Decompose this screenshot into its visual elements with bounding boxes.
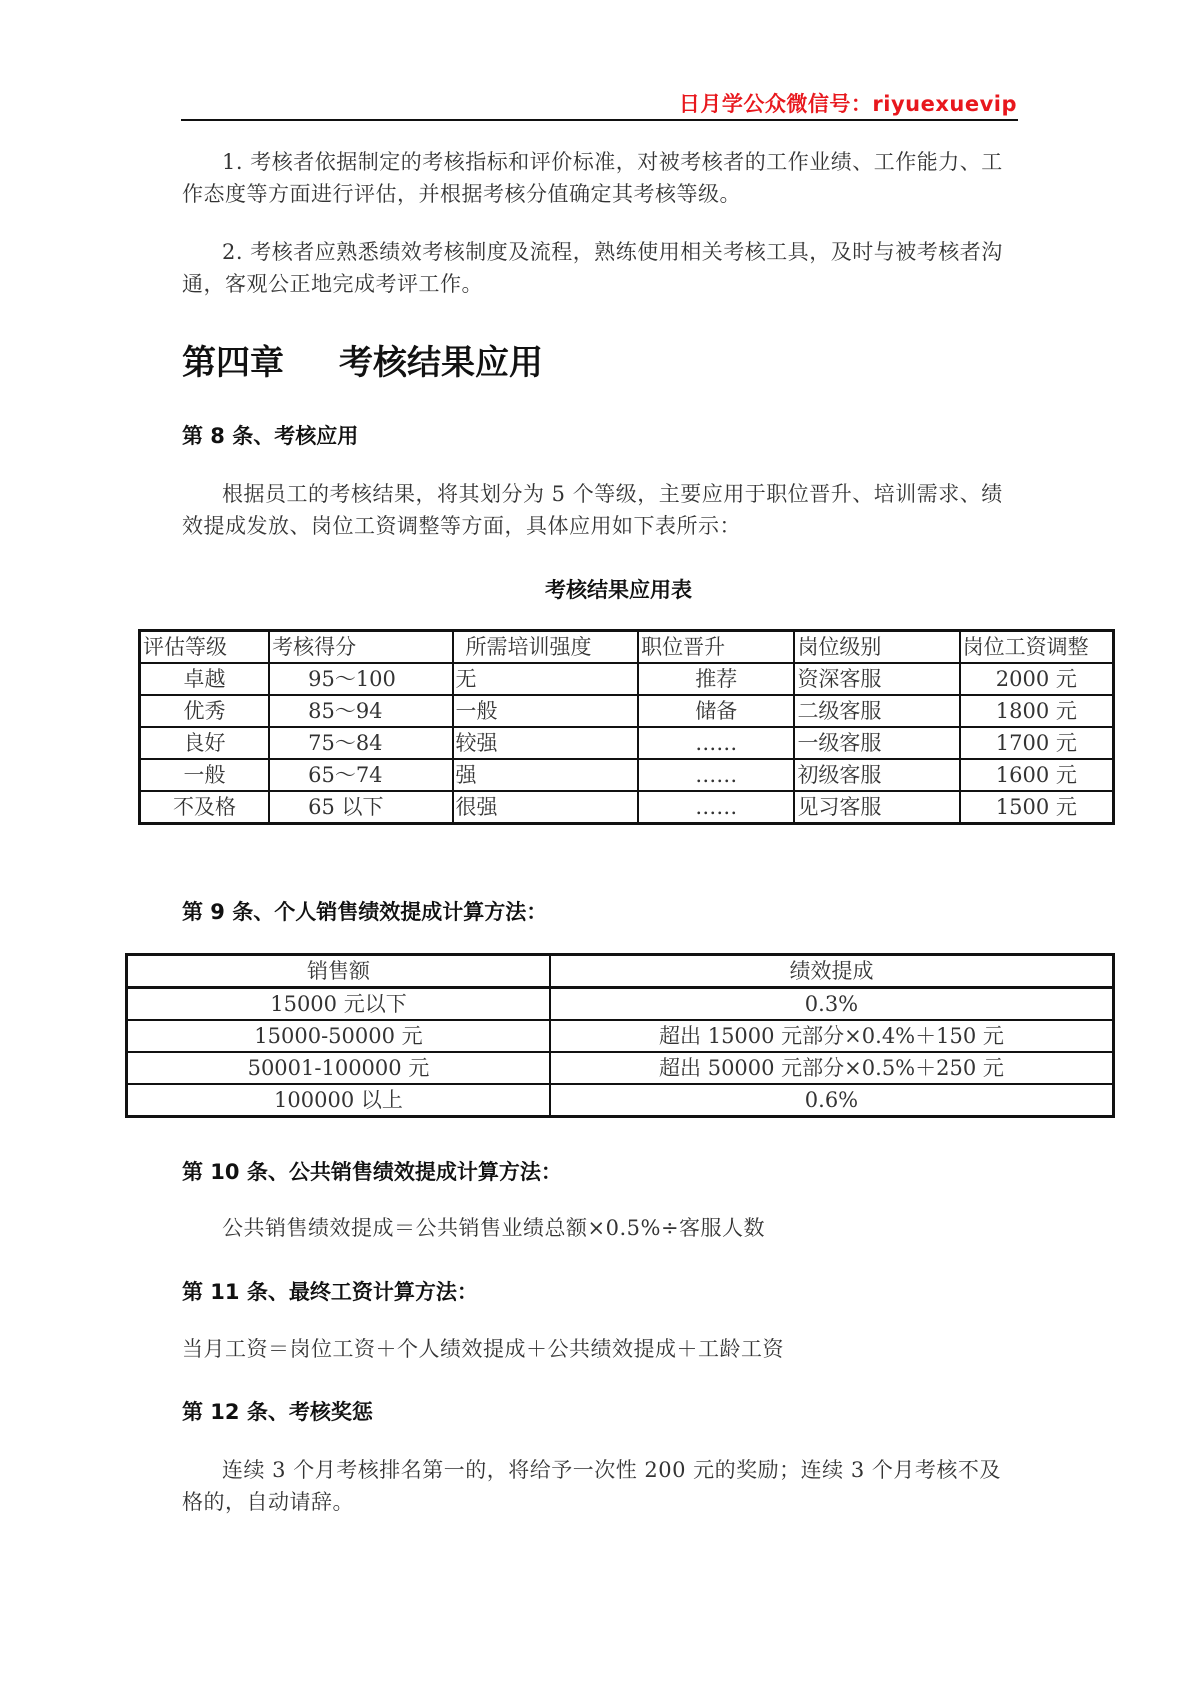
- sales-amount-cell: 15000 元以下: [127, 988, 550, 1021]
- salary-cell: 2000 元: [960, 663, 1114, 695]
- promotion-cell: ……: [638, 759, 794, 791]
- grade-cell: 良好: [140, 727, 270, 759]
- score-cell: 75～84: [269, 727, 452, 759]
- table-header-row: [140, 631, 1114, 664]
- paragraph-2: 2. 考核者应熟悉绩效考核制度及流程，熟练使用相关考核工具，及时与被考核者沟通，客观公正地完成考评工作。: [182, 240, 1003, 296]
- level-cell: 一级客服: [794, 727, 959, 759]
- grade-cell: 不及格: [140, 791, 270, 824]
- header-cell: 职位晋升: [638, 631, 794, 664]
- training-cell: 强: [453, 759, 639, 791]
- header-cell: 所需培训强度: [453, 631, 639, 664]
- header-wechat-text: 日月学公众微信号：riyuexuevip: [678, 92, 1017, 116]
- header-cell: 销售额: [127, 955, 550, 988]
- level-cell: 见习客服: [794, 791, 959, 824]
- results-application-table: [138, 629, 1115, 825]
- header-cell: 岗位工资调整: [960, 631, 1114, 664]
- article-11-formula: 当月工资＝岗位工资＋个人绩效提成＋公共绩效提成＋工龄工资: [182, 1337, 784, 1361]
- commission-cell: 0.6%: [550, 1084, 1114, 1117]
- table-header-row: [127, 955, 1114, 988]
- header-cell: 绩效提成: [550, 955, 1114, 988]
- table-row: [127, 1020, 1114, 1052]
- header-cell: 岗位级别: [794, 631, 959, 664]
- chapter-number: 第四章: [182, 343, 284, 383]
- table-row: [127, 988, 1114, 1021]
- salary-cell: 1500 元: [960, 791, 1114, 824]
- table-caption: 考核结果应用表: [545, 578, 692, 602]
- header-cell: 考核得分: [269, 631, 452, 664]
- training-cell: 很强: [453, 791, 639, 824]
- level-cell: 二级客服: [794, 695, 959, 727]
- training-cell: 无: [453, 663, 639, 695]
- paragraph-1: 1. 考核者依据制定的考核指标和评价标准，对被考核者的工作业绩、工作能力、工作态度等方面进行评估，并根据考核分值确定其考核等级。: [182, 150, 1003, 206]
- level-cell: 资深客服: [794, 663, 959, 695]
- table-row: [140, 695, 1114, 727]
- article-9-heading: 第 9 条、个人销售绩效提成计算方法：: [182, 900, 548, 924]
- article-10-formula: 公共销售绩效提成＝公共销售业绩总额×0.5%÷客服人数: [222, 1216, 766, 1240]
- grade-cell: 卓越: [140, 663, 270, 695]
- chapter-heading: [182, 335, 543, 384]
- article-11-heading: 第 11 条、最终工资计算方法：: [182, 1280, 478, 1304]
- table-row: [140, 791, 1114, 824]
- chapter-title: 考核结果应用: [339, 343, 543, 383]
- level-cell: 初级客服: [794, 759, 959, 791]
- score-cell: 95～100: [269, 663, 452, 695]
- header-divider: [181, 119, 1018, 121]
- promotion-cell: 储备: [638, 695, 794, 727]
- table-row: [140, 727, 1114, 759]
- article-8-heading: 第 8 条、考核应用: [182, 424, 359, 448]
- salary-cell: 1800 元: [960, 695, 1114, 727]
- table-row: [127, 1052, 1114, 1084]
- sales-amount-cell: 15000-50000 元: [127, 1020, 550, 1052]
- promotion-cell: ……: [638, 791, 794, 824]
- table-row: [140, 759, 1114, 791]
- salary-cell: 1700 元: [960, 727, 1114, 759]
- score-cell: 65 以下: [269, 791, 452, 824]
- table-row: [140, 663, 1114, 695]
- training-cell: 一般: [453, 695, 639, 727]
- score-cell: 85～94: [269, 695, 452, 727]
- grade-cell: 一般: [140, 759, 270, 791]
- table-row: [127, 1084, 1114, 1117]
- sales-amount-cell: 50001-100000 元: [127, 1052, 550, 1084]
- commission-cell: 0.3%: [550, 988, 1114, 1021]
- commission-cell: 超出 50000 元部分×0.5%＋250 元: [550, 1052, 1114, 1084]
- promotion-cell: 推荐: [638, 663, 794, 695]
- header-cell: 评估等级: [140, 631, 270, 664]
- sales-amount-cell: 100000 以上: [127, 1084, 550, 1117]
- article-12-heading: 第 12 条、考核奖惩: [182, 1400, 373, 1424]
- training-cell: 较强: [453, 727, 639, 759]
- score-cell: 65～74: [269, 759, 452, 791]
- article-12-body: 连续 3 个月考核排名第一的，将给予一次性 200 元的奖励；连续 3 个月考核不及格的，自动请辞。: [182, 1458, 1001, 1514]
- salary-cell: 1600 元: [960, 759, 1114, 791]
- commission-cell: 超出 15000 元部分×0.4%＋150 元: [550, 1020, 1114, 1052]
- article-10-heading: 第 10 条、公共销售绩效提成计算方法：: [182, 1160, 562, 1184]
- promotion-cell: ……: [638, 727, 794, 759]
- article-8-body: 根据员工的考核结果，将其划分为 5 个等级，主要应用于职位晋升、培训需求、绩效提成发放、岗位工资调整等方面，具体应用如下表所示：: [182, 482, 1003, 538]
- sales-commission-table: [125, 953, 1115, 1118]
- grade-cell: 优秀: [140, 695, 270, 727]
